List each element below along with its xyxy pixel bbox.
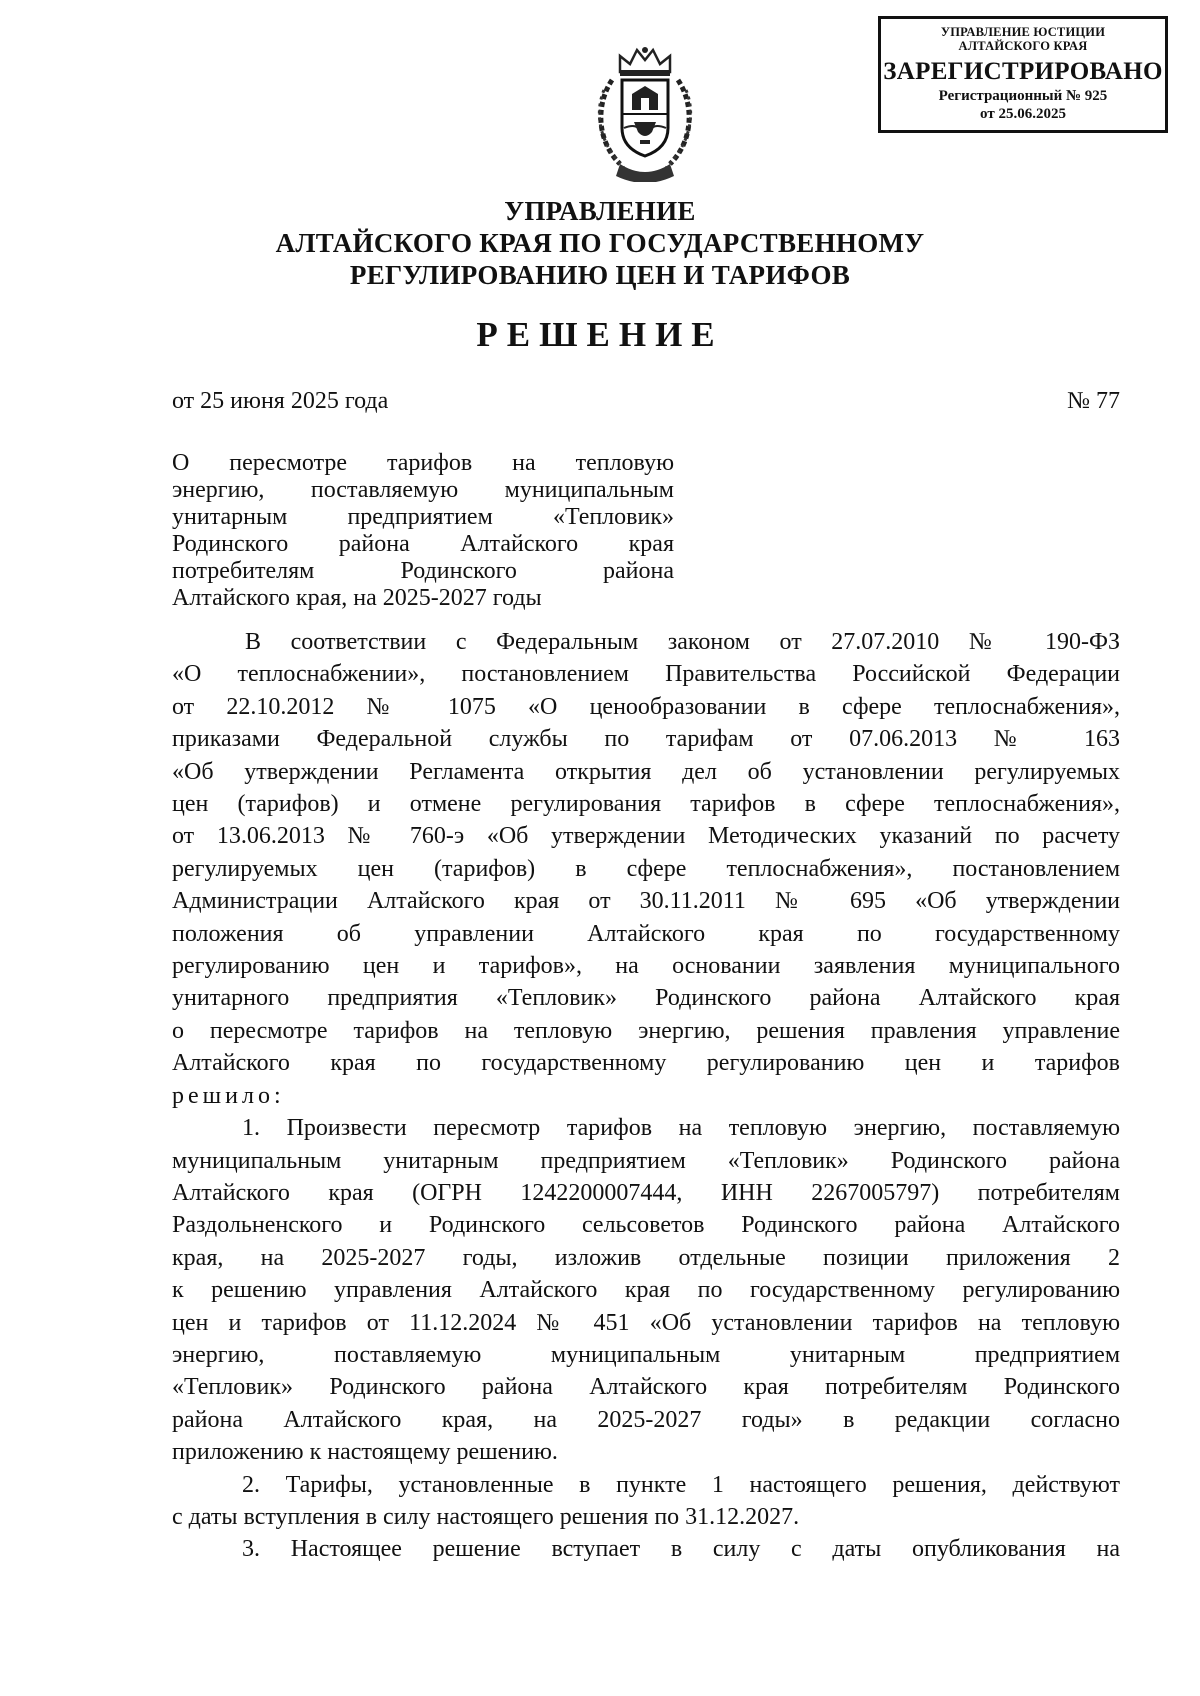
- preamble-line: регулированию цен и тарифов», на основании заявления муниципального: [172, 953, 1120, 980]
- preamble-line: унитарного предприятия «Тепловик» Родинского района Алтайского края: [172, 985, 1120, 1012]
- item3-line: 3. Настоящее решение вступает в силу с даты опубликования на: [242, 1536, 1120, 1563]
- item1-line: Раздольненского и Родинского сельсоветов Родинского района Алтайского: [172, 1212, 1120, 1239]
- item1-line: цен и тарифов от 11.12.2024 № 451 «Об установлении тарифов на тепловую: [172, 1309, 1120, 1336]
- preamble-line: В соответствии с Федеральным законом от 27.07.2010 № 190-ФЗ: [245, 629, 1120, 655]
- stamp-org-line2: АЛТАЙСКОГО КРАЯ: [958, 39, 1088, 53]
- resolved-word: решило:: [172, 1082, 285, 1109]
- preamble-line: «О теплоснабжении», постановлением Правительства Российской Федерации: [172, 661, 1120, 688]
- decision-subject: [172, 450, 674, 612]
- preamble-line: цен (тарифов) и отмене регулирования тарифов в сфере теплоснабжения»,: [172, 791, 1120, 818]
- header-line2: АЛТАЙСКОГО КРАЯ ПО ГОСУДАРСТВЕННОМУ: [275, 228, 925, 258]
- preamble-line: Алтайского края по государственному регулированию цен и тарифов: [172, 1050, 1120, 1077]
- item1-line: 1. Произвести пересмотр тарифов на тепловую энергию, поставляемую: [242, 1115, 1120, 1142]
- preamble-line: Администрации Алтайского края от 30.11.2011 № 695 «Об утверждении: [172, 888, 1120, 915]
- preamble-line: положения об управлении Алтайского края по государственному: [172, 920, 1120, 947]
- stamp-reg-number: Регистрационный № 925: [938, 88, 1108, 104]
- stamp-status: ЗАРЕГИСТРИРОВАНО: [883, 58, 1163, 85]
- item1-line: энергию, поставляемую муниципальным унитарным предприятием: [172, 1341, 1120, 1368]
- decision-date: от 25 июня 2025 года: [172, 388, 389, 414]
- item1-line: района Алтайского края, на 2025-2027 годы» в редакции согласно: [172, 1406, 1120, 1433]
- item1-line: края, на 2025-2027 годы, изложив отдельные позиции приложения 2: [172, 1244, 1120, 1271]
- subject-line: энергию, поставляемую муниципальным: [172, 477, 674, 503]
- item1-line: «Тепловик» Родинского района Алтайского края потребителям Родинского: [172, 1374, 1120, 1401]
- header-line3: РЕГУЛИРОВАНИЮ ЦЕН И ТАРИФОВ: [349, 260, 851, 290]
- stamp-reg-date: от 25.06.2025: [980, 106, 1066, 122]
- subject-line: Алтайского края, на 2025-2027 годы: [172, 585, 542, 611]
- preamble-line: «Об утверждении Регламента открытия дел об установлении регулируемых: [172, 758, 1120, 785]
- decision-number: № 77: [1067, 388, 1120, 414]
- subject-line: Родинского района Алтайского края: [172, 531, 674, 557]
- item1-line: муниципальным унитарным предприятием «Тепловик» Родинского района: [172, 1147, 1120, 1174]
- item1-line: Алтайского края (ОГРН 1242200007444, ИНН 2267005797) потребителям: [172, 1179, 1120, 1206]
- preamble-line: от 13.06.2013 № 760-э «Об утверждении Методических указаний по расчету: [172, 823, 1120, 850]
- item1-line: к решению управления Алтайского края по государственному регулированию: [172, 1277, 1120, 1304]
- subject-line: О пересмотре тарифов на тепловую: [172, 450, 674, 476]
- item1-line: приложению к настоящему решению.: [172, 1439, 558, 1466]
- registration-stamp: [878, 16, 1168, 133]
- subject-line: потребителям Родинского района: [172, 558, 674, 584]
- item2-line: с даты вступления в силу настоящего решения по 31.12.2027.: [172, 1503, 800, 1530]
- preamble-line: от 22.10.2012 № 1075 «О ценообразовании в сфере теплоснабжения»,: [172, 693, 1120, 720]
- stamp-org-line1: УПРАВЛЕНИЕ ЮСТИЦИИ: [940, 25, 1106, 39]
- preamble-line: о пересмотре тарифов на тепловую энергию, решения правления управление: [172, 1017, 1120, 1044]
- altai-krai-coat-of-arms-icon: [590, 44, 700, 182]
- header-line1: УПРАВЛЕНИЕ: [504, 196, 696, 226]
- preamble-line: приказами Федеральной службы по тарифам от 07.06.2013 № 163: [172, 726, 1120, 753]
- issuer-header: [0, 195, 1200, 291]
- item2-line: 2. Тарифы, установленные в пункте 1 настоящего решения, действуют: [242, 1471, 1120, 1498]
- document-title: РЕШЕНИЕ: [476, 315, 724, 354]
- subject-line: унитарным предприятием «Тепловик»: [172, 504, 674, 530]
- decision-body: [172, 626, 1120, 1566]
- preamble-line: регулируемых цен (тарифов) в сфере теплоснабжения», постановлением: [172, 855, 1120, 882]
